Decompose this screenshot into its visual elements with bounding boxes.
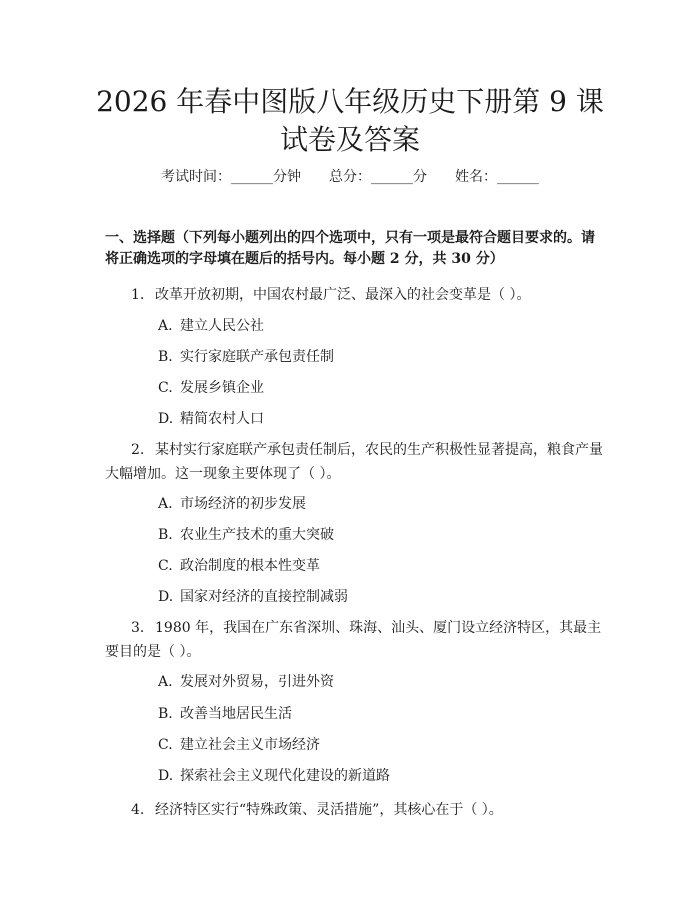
question-number: 2. [131, 442, 145, 458]
option-text: 发展乡镇企业 [180, 380, 264, 396]
question-text: 某村实行家庭联产承包责任制后，农民的生产积极性显著提高，粮食产量大幅增加。这一现象主要体现了（ ）。 [105, 442, 603, 482]
option-letter: D. [158, 768, 174, 784]
name-label: 姓名：______ [455, 169, 539, 185]
option-letter: A. [158, 318, 173, 334]
question-2-option-d [158, 587, 598, 607]
question-1-option-a [158, 316, 598, 336]
question-text: 经济特区实行“特殊政策、灵活措施”，其核心在于（ ）。 [155, 802, 503, 818]
question-text: 改革开放初期，中国农村最广泛、最深入的社会变革是（ ）。 [155, 287, 531, 303]
option-text: 建立人民公社 [180, 318, 264, 334]
question-1-option-d [158, 409, 598, 429]
question-2-option-b [158, 525, 598, 545]
option-letter: B. [158, 527, 173, 543]
option-letter: A. [158, 674, 173, 690]
question-1-option-c [158, 378, 598, 398]
option-letter: C. [158, 380, 173, 396]
question-3-option-d [158, 766, 598, 786]
question-number: 3. [131, 620, 145, 636]
question-2-option-c [158, 556, 598, 576]
question-2 [105, 438, 605, 486]
option-letter: B. [158, 349, 173, 365]
option-text: 国家对经济的直接控制减弱 [180, 589, 348, 605]
question-2-option-a [158, 494, 598, 514]
option-letter: B. [158, 706, 173, 722]
option-text: 市场经济的初步发展 [180, 496, 306, 512]
question-3 [105, 616, 605, 664]
option-letter: C. [158, 737, 173, 753]
section-heading: 一、选择题（下列每小题列出的四个选项中，只有一项是最符合题目要求的。请将正确选项的字母填在题后的括号内。每小题 2 分，共 30 分） [105, 230, 595, 267]
question-1-option-b [158, 347, 598, 367]
option-letter: A. [158, 496, 173, 512]
option-letter: D. [158, 589, 174, 605]
question-1 [105, 283, 605, 307]
question-4 [105, 798, 605, 822]
option-letter: D. [158, 411, 174, 427]
option-letter: C. [158, 558, 173, 574]
score-label: 总分：______分 [329, 169, 427, 185]
question-number: 4. [131, 802, 145, 818]
question-number: 1. [131, 287, 145, 303]
question-3-option-a [158, 672, 598, 692]
option-text: 农业生产技术的重大突破 [180, 527, 334, 543]
option-text: 政治制度的根本性变革 [180, 558, 320, 574]
question-3-option-b [158, 704, 598, 724]
exam-meta [0, 167, 700, 187]
page-title: 2026 年春中图版八年级历史下册第 9 课试卷及答案 [96, 85, 604, 156]
question-3-option-c [158, 735, 598, 755]
option-text: 实行家庭联产承包责任制 [180, 349, 334, 365]
question-text: 1980 年，我国在广东省深圳、珠海、汕头、厦门设立经济特区，其最主要目的是（ ）。 [105, 620, 602, 660]
exam-time-label: 考试时间：______分钟 [161, 169, 301, 185]
option-text: 发展对外贸易，引进外资 [180, 674, 334, 690]
option-text: 精简农村人口 [180, 411, 264, 427]
option-text: 改善当地居民生活 [180, 706, 292, 722]
option-text: 探索社会主义现代化建设的新道路 [180, 768, 390, 784]
option-text: 建立社会主义市场经济 [180, 737, 320, 753]
